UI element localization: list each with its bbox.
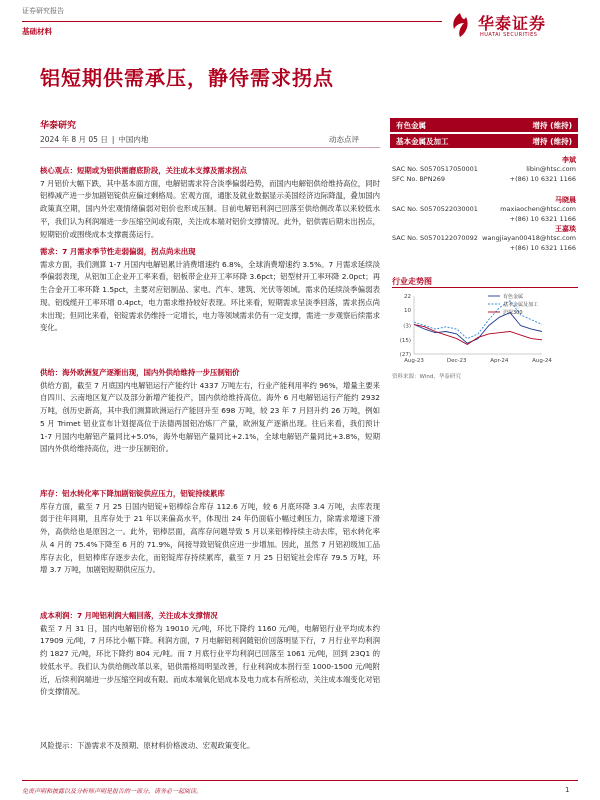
analyst-sfc: SFC No. BPN269 <box>392 174 445 183</box>
analyst-card <box>392 195 576 224</box>
x-tick-label: Dec-23 <box>446 358 467 364</box>
x-tick-label: Aug-24 <box>532 358 552 364</box>
author-label: 华泰研究 <box>40 121 77 131</box>
section-head: 需求：7 月需求季节性走弱偏弱，拐点尚未出现 <box>40 247 196 256</box>
report-date: 2024 年 8 月 05 日 <box>40 135 108 144</box>
page-number: 1 <box>565 786 570 794</box>
section-cost-profit <box>40 610 380 699</box>
doc-class-label: 证券研究报告 <box>22 7 64 15</box>
industry-trend-chart <box>392 290 578 370</box>
report-region: 中国内地 <box>118 135 149 144</box>
meta-divider <box>40 147 380 148</box>
analyst-card <box>392 155 576 184</box>
y-tick-label: 22 <box>404 294 411 300</box>
legend-label: 沪深300 <box>503 310 523 316</box>
y-tick-label: (15) <box>399 337 411 344</box>
risk-warning: 风险提示：下游需求不及预期、原材料价格波动、宏观政策变化。 <box>40 741 255 750</box>
analyst-name: 马晓晨 <box>555 196 576 204</box>
doc-type: 动态点评 <box>329 135 359 144</box>
section-inventory <box>40 488 380 577</box>
brand-english: HUATAI SECURITIES <box>480 32 538 38</box>
analyst-sac: SAC No. S0570122070092 <box>392 234 478 242</box>
series-line-3 <box>414 324 542 344</box>
analyst-email[interactable]: wangjiayan00418@htsc.com <box>482 234 576 242</box>
rating-row <box>390 134 578 148</box>
section-body: 7 月铝价大幅下跌，其中基本面方面，电解铝需求符合淡季偏弱趋势，而国内电解铝供给维持高位，同时铝棒减产进一步加剧铝锭供应偏过剩格局。宏观方面，通胀及就业数据显示美国经济边际降温，叠加国内政策真空期，国内外宏观情绪偏弱对铝价也形成压制。目前电解铝利润已回落至供给侧改革以来较低水平，我们认为利润端进一步压缩空间或有限，关注成本端对铝价支撑情况。此外，铝供需后期未出拐点，短期铝价或围绕成本支撑震荡运行。 <box>40 178 380 239</box>
rating-value: 增持 (维持) <box>532 137 572 146</box>
analyst-email[interactable]: maxiaochen@htsc.com <box>500 205 576 213</box>
section-body: 需求方面，我们测算 1-7 月国内电解铝累计消费增速约 6.8%，全球消费增速约 3.5%。7 月需求延续淡季偏弱表现，从铝加工企业开工率来看，铝板带企业开工率环降 3.6pct；铝型材开工率环降 2.0pct；再生合金开工率环降 1.5pct，主要对应铝制品、家电、汽车、建筑、光伏等领域。需求仍延续淡季偏弱表现。铝线缆开工率环增 0.4pct，电力需求维持较好表现。环比来看，短期需求呈淡季回落，需求拐点尚未出现；但同比来看，铝锭需求仍维持一定增长，电力等领域需求仍有一定支撑，需进一步观察后续需求变化。 <box>40 259 380 333</box>
industry-label: 基础材料 <box>22 27 52 36</box>
chart-title-divider <box>392 287 578 288</box>
footer-divider <box>22 780 578 781</box>
rating-sector: 有色金属 <box>396 121 426 130</box>
chart-source: 资料来源：Wind，华泰研究 <box>392 374 461 380</box>
legend-label: 基本金属及加工 <box>503 302 539 308</box>
section-head: 库存：铝水转化率下降加剧铝锭供应压力，铝锭持续累库 <box>40 489 225 498</box>
section-head: 核心观点：短期或为铝供需磨底阶段，关注成本支撑及需求拐点 <box>40 166 247 175</box>
analyst-sac: SAC No. S0570517050001 <box>392 165 478 173</box>
analyst-name: 李斌 <box>562 156 576 164</box>
analyst-sac: SAC No. S0570522030001 <box>392 205 478 213</box>
rating-value: 增持 (维持) <box>532 121 572 130</box>
series-line-1 <box>414 313 542 344</box>
analyst-card <box>392 224 576 253</box>
chart-section-title: 行业走势图 <box>392 277 432 286</box>
analyst-email[interactable]: libin@htsc.com <box>526 165 576 173</box>
x-tick-label: Aug-23 <box>404 358 424 364</box>
chart-svg <box>392 290 578 370</box>
section-core-view <box>40 165 380 241</box>
rating-row <box>390 118 578 132</box>
legend-label: 有色金属 <box>503 294 524 300</box>
y-tick-label: (27) <box>399 352 411 358</box>
brand-name: 华泰证券 <box>478 14 547 33</box>
analyst-name: 王嘉琰 <box>555 225 576 233</box>
report-title: 铝短期供需承压，静待需求拐点 <box>40 66 334 90</box>
section-body: 库存方面，截至 7 月 25 日国内铝锭+铝棒综合库存 112.6 万吨，较 6 月底环降 3.4 万吨，去库表现弱于往年同期，且库存处于 21 年以来偏高水平，体现出 24 年仍面临小幅过剩压力，除需求增速下滑外，高供给也是原因之一。此外，铝棒层面，高库存问题导致 5 月以来铝棒持续主动去库，铝水转化率从 4 月的 75.4%下降至 6 月的 71.9%，间接导致铝锭供应进一步增加。因此，虽然 7 月铝初级加工品库存去化，但铝棒库存逐步去化，而铝锭库存持续累库，截至 7 月 25 日铝锭社会库存 79.5 万吨，环增 3.7 万吨，加剧铝短期供应压力。 <box>40 501 380 575</box>
analyst-phone: +(86) 10 6321 1166 <box>509 243 576 252</box>
x-tick-label: Apr-24 <box>490 358 509 364</box>
section-head: 供给：海外欧洲复产逐渐出现，国内外供给维持一步压制铝价 <box>40 368 240 377</box>
y-tick-label: 10 <box>404 308 411 315</box>
section-demand <box>40 246 380 335</box>
header-divider <box>22 21 442 22</box>
analyst-phone: +(86) 10 6321 1166 <box>509 214 576 223</box>
rating-sector: 基本金属及加工 <box>396 137 449 146</box>
section-body: 供给方面，截至 7 月底国内电解铝运行产能约计 4337 万吨左右，行业产能利用率约 96%，增量主要来自四川、云南地区复产以及部分新增产能投产，国内供给维持高位。海外 6 月电解铝运行产能约 2932 万吨，创历史新高，其中我们测算欧洲运行产能回升至 698 万吨，较 23 年 7 月回升约 26 万吨，例如 5 月 Trimet 铝业宣布计划提高位于法德两国铝冶炼厂产量，欧洲复产逐渐出现。往后来看，我们预计 1-7 月国内电解铝产量同比+5.0%，海外电解铝产量同比+2.1%，全球电解铝产量同比+3.8%，短期国内外供给维持高位，进一步压制铝价。 <box>40 380 380 454</box>
analyst-phone: +(86) 10 6321 1166 <box>509 174 576 183</box>
section-head: 成本利润：7 月吨铝利润大幅回落，关注成本支撑情况 <box>40 611 218 620</box>
y-tick-label: (3) <box>403 323 411 330</box>
section-body: 截至 7 月 31 日，国内电解铝价格为 19010 元/吨，环比下降约 1160 元/吨，电解铝行业平均成本约 17909 元/吨，7 月环比小幅下降。利润方面，7 月电解铝利润随铝价回落明显下行，7 月行业平均利润约 1827 元/吨，环比下降约 804 元/吨。而 7 月底行业平均利润已回落至 1061 元/吨，回到 23Q1 的较低水平。我们认为供给侧改革以来，铝供需格局明显改善，行业利润成本拐行至 1000-1500 元/吨附近，后续利润端进一步压缩空间或有限。而成本端氧化铝成本及电力成本有所松动，关注成本端变化对铝价支撑情况。 <box>40 623 380 697</box>
dateline: 2024 年 8 月 05 日 | 中国内地 <box>40 135 149 144</box>
brand-logo-icon <box>446 11 474 39</box>
footer-disclaimer: 免责声明和披露以及分析师声明是报告的一部分，请务必一起阅读。 <box>22 788 203 795</box>
section-supply <box>40 367 380 456</box>
section-risk <box>40 740 380 753</box>
